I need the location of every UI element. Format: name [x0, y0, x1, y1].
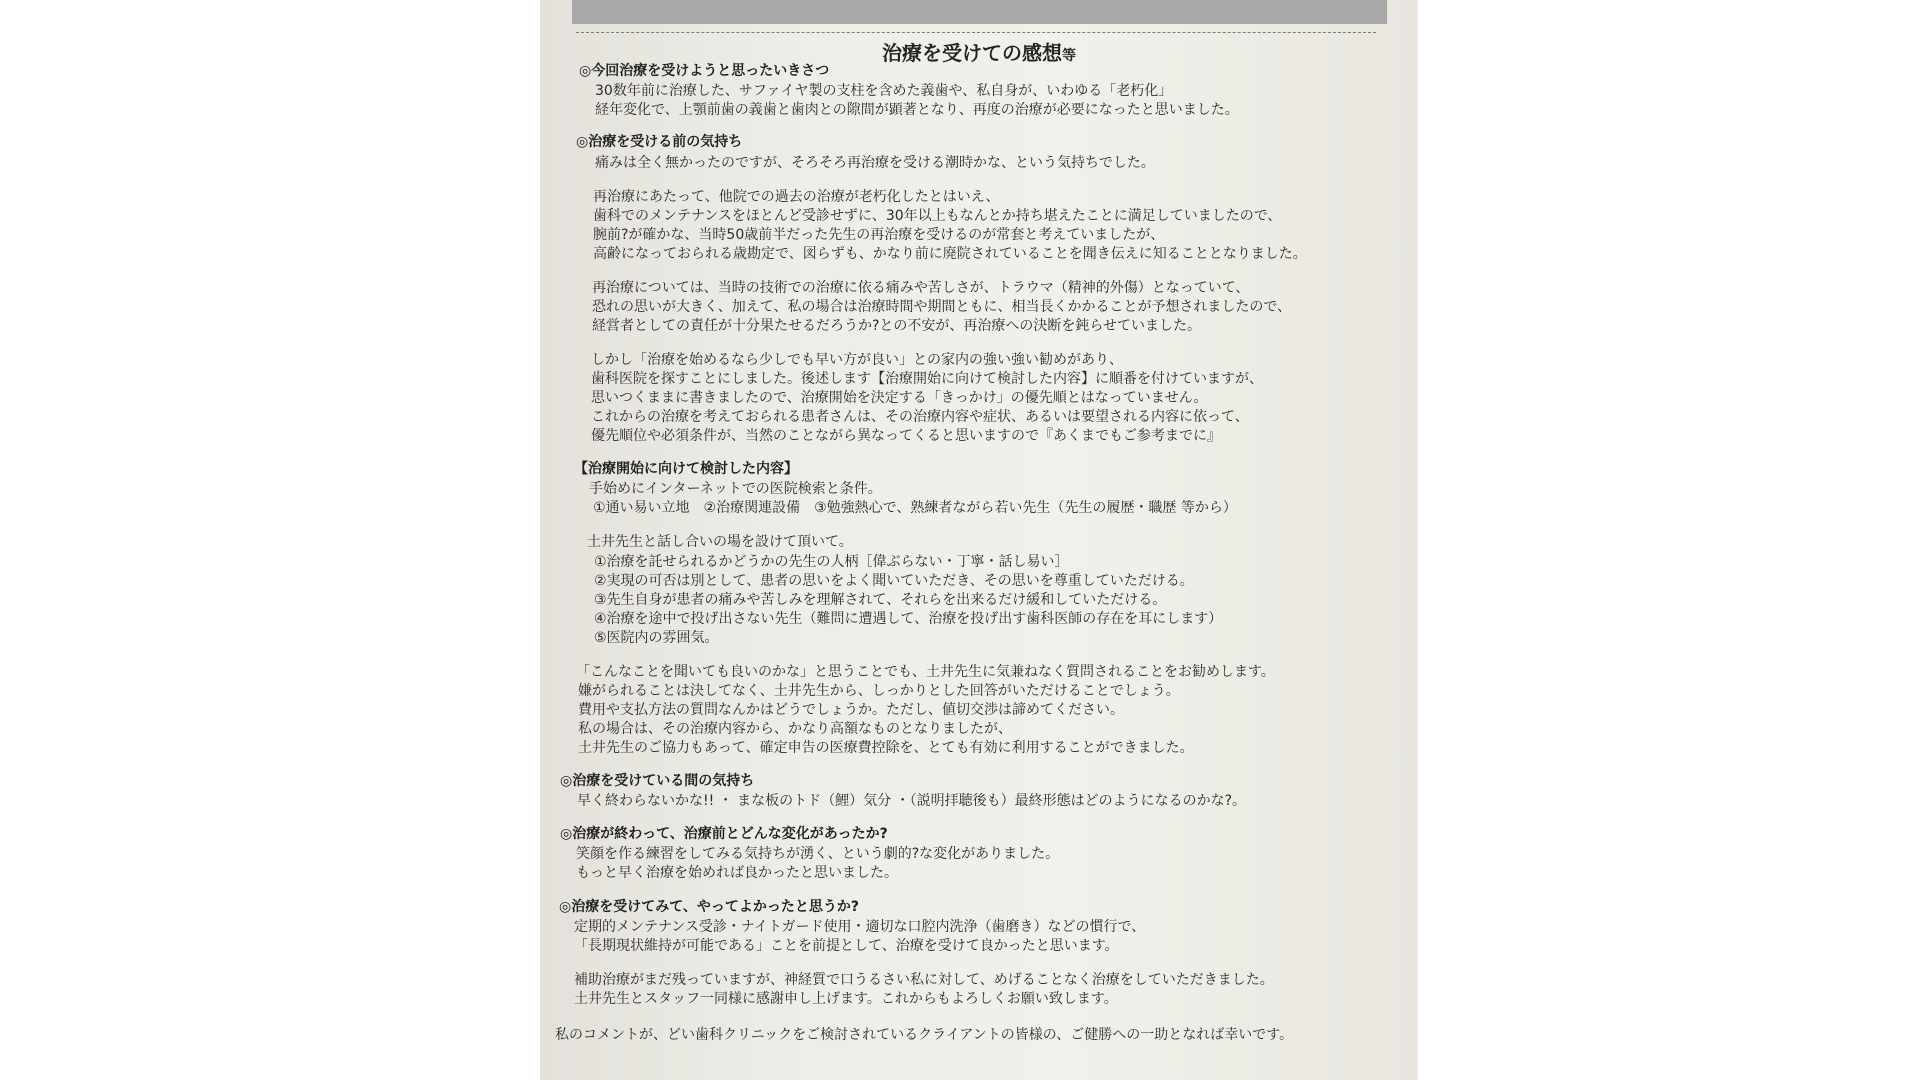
- text-line: 私のコメントが、どい歯科クリニックをご検討されているクライアントの皆様の、ご健勝への一助となれば幸いです。: [555, 1027, 1294, 1043]
- text-line: 優先順位や必須条件が、当然のことながら異なってくると思いますので『あくまでもご参考までに』: [591, 428, 1221, 444]
- text-line: 私の場合は、その治療内容から、かなり高額なものとなりましたが、: [578, 721, 1012, 737]
- text-line: 嫌がられることは決してなく、土井先生から、しっかりとした回答がいただけることでしょう。: [578, 683, 1180, 699]
- scanned-document: [540, 0, 1418, 1080]
- text-line: ②実現の可否は別として、患者の思いをよく聞いていただき、その思いを尊重していただける。: [594, 573, 1194, 589]
- text-line: 「長期現状維持が可能である」ことを前提として、治療を受けて良かったと思います。: [574, 938, 1119, 954]
- text-line: 30数年前に治療した、サファイヤ製の支柱を含めた義歯や、私自身が、いわゆる「老朽化」: [595, 83, 1173, 99]
- text-line: 定期的メンテナンス受診・ナイトガード使用・適切な口腔内洗浄（歯磨き）などの慣行で、: [574, 919, 1146, 935]
- text-line: ⑤医院内の雰囲気。: [594, 630, 719, 646]
- text-line: 土井先生と話し合いの場を設けて頂いて。: [587, 534, 853, 550]
- text-line: 経年変化で、上顎前歯の義歯と歯肉との隙間が顕著となり、再度の治療が必要になったと思いました。: [595, 102, 1239, 118]
- text-line: 費用や支払方法の質問なんかはどうでしょうか。ただし、値切交渉は諦めてください。: [578, 702, 1124, 718]
- text-line: 歯科でのメンテナンスをほとんど受診せずに、30年以上もなんとか持ち堪えたことに満足していましたので、: [593, 208, 1282, 224]
- text-line: ①治療を託せられるかどうかの先生の人柄［偉ぶらない・丁寧・話し易い］: [594, 554, 1069, 570]
- text-line: これからの治療を考えておられる患者さんは、その治療内容や症状、あるいは要望される内容に依って、: [591, 409, 1249, 425]
- text-line: 痛みは全く無かったのですが、そろそろ再治療を受ける潮時かな、という気持ちでした。: [595, 155, 1155, 171]
- text-line: 早く終わらないかな!! ・ まな板のトド（鯉）気分 ・（説明拝聴後も）最終形態はどのようになるのかな?。: [577, 793, 1247, 809]
- section-heading: ◎治療を受けている間の気持ち: [560, 773, 755, 789]
- section-heading: 【治療開始に向けて検討した内容】: [574, 461, 798, 477]
- text-line: もっと早く治療を始めれば良かったと思いました。: [576, 865, 898, 881]
- document-title-main: 治療を受けての感想: [882, 41, 1062, 65]
- text-line: しかし「治療を始めるなら少しでも早い方が良い」との家内の強い強い勧めがあり、: [591, 352, 1123, 368]
- text-line: ①通い易い立地 ②治療関連設備 ③勉強熱心で、熟練者ながら若い先生（先生の履歴・職歴 等から）: [593, 500, 1237, 516]
- text-line: ④治療を途中で投げ出さない先生（難問に遭遇して、治療を投げ出す歯科医師の存在を耳にします）: [594, 611, 1223, 627]
- text-line: 再治療については、当時の技術での治療に依る痛みや苦しさが、トラウマ（精神的外傷）となっていて、: [592, 280, 1250, 296]
- text-line: 思いつくままに書きましたので、治療開始を決定する「きっかけ」の優先順とはなっていません。: [591, 390, 1208, 406]
- text-line: 高齢になっておられる歳勘定で、図らずも、かなり前に廃院されていることを聞き伝えに知ることとなりました。: [593, 246, 1307, 262]
- header-gray-band: [572, 0, 1387, 24]
- section-heading: ◎治療を受けてみて、やってよかったと思うか?: [559, 899, 860, 915]
- dashed-divider: [576, 32, 1376, 33]
- text-line: ③先生自身が患者の痛みや苦しみを理解されて、それらを出来るだけ緩和していただける。: [594, 592, 1167, 608]
- text-line: 恐れの思いが大きく、加えて、私の場合は治療時間や期間ともに、相当長くかかることが予想されましたので、: [592, 299, 1292, 315]
- section-heading: ◎治療を受ける前の気持ち: [576, 134, 743, 150]
- text-line: 土井先生のご協力もあって、確定申告の医療費控除を、とても有効に利用することができました。: [578, 740, 1194, 756]
- text-line: 「こんなことを聞いても良いのかな」と思うことでも、土井先生に気兼ねなく質問されることをお勧めします。: [576, 664, 1275, 680]
- text-line: 手始めにインターネットでの医院検索と条件。: [589, 481, 882, 497]
- text-line: 経営者としての責任が十分果たせるだろうか?との不安が、再治療への決断を鈍らせていました。: [592, 318, 1202, 334]
- text-line: 再治療にあたって、他院での過去の治療が老朽化したとはいえ、: [593, 189, 1000, 205]
- text-line: 腕前?が確かな、当時50歳前半だった先生の再治療を受けるのが常套と考えていましたが、: [593, 227, 1165, 243]
- text-line: 笑顔を作る練習をしてみる気持ちが湧く、という劇的?な変化がありました。: [576, 846, 1060, 862]
- section-heading: ◎治療が終わって、治療前とどんな変化があったか?: [560, 826, 888, 842]
- section-heading: ◎今回治療を受けようと思ったいきさつ: [579, 63, 830, 79]
- text-line: 土井先生とスタッフ一同様に感謝申し上げます。これからもよろしくお願い致します。: [574, 991, 1118, 1007]
- text-line: 歯科医院を探すことにしました。後述します【治療開始に向けて検討した内容】に順番を付けていますが、: [591, 371, 1263, 387]
- text-line: 補助治療がまだ残っていますが、神経質で口うるさい私に対して、めげることなく治療をしていただきました。: [574, 972, 1274, 988]
- document-title-suffix: 等: [1062, 48, 1076, 64]
